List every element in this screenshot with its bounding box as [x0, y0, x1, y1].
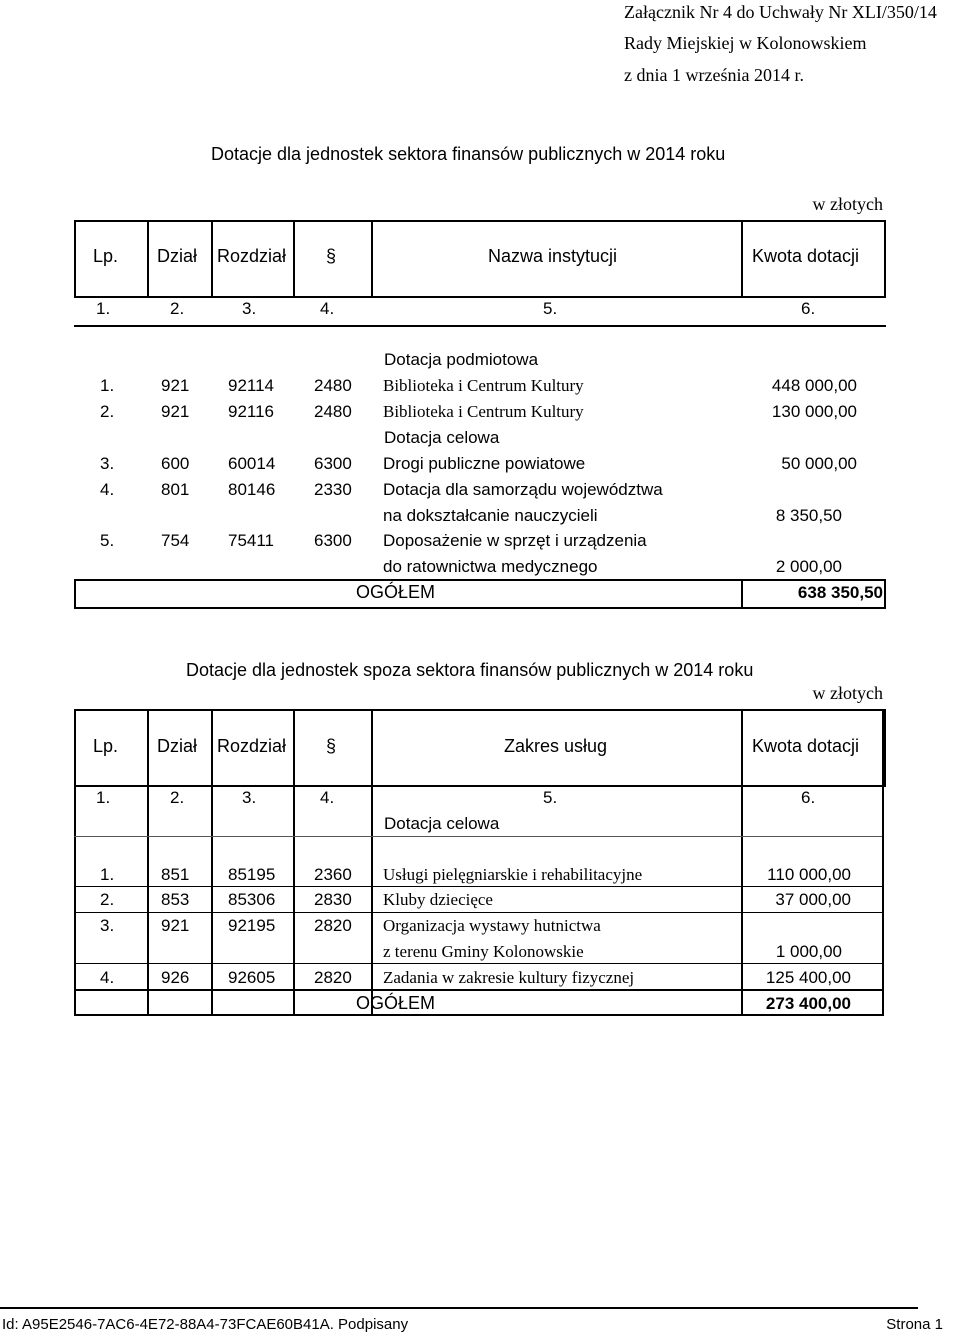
s2-col-zakres: Zakres usług [504, 736, 608, 756]
s2-row3-kwota: 1 000,00 [775, 942, 842, 961]
s1-row4-dzial: 801 [161, 480, 190, 499]
s1-row5-rozdzial: 75411 [228, 531, 275, 550]
s2-row4-name: Zadania w zakresie kultury fizycznej [383, 968, 635, 987]
s2-divider-3 [293, 709, 295, 1015]
s2-row1-lp: 1. [100, 865, 115, 884]
s1-row1-lp: 1. [100, 376, 115, 395]
s1-divider-4 [371, 220, 373, 296]
footer-rule [0, 1307, 918, 1309]
s1-row3-lp: 3. [100, 454, 115, 473]
s1-row3-par: 6300 [314, 454, 352, 473]
s2-row2-par: 2830 [314, 890, 352, 909]
s1-col-rozdzial: Rozdział [217, 246, 287, 266]
s2-row1-par: 2360 [314, 865, 352, 884]
s1-row1-kwota: 448 000,00 [771, 376, 857, 395]
s1-col-paragraph: § [326, 246, 337, 266]
s2-row3-dzial: 921 [161, 916, 190, 935]
s2-row3-rozdzial: 92195 [228, 916, 276, 935]
s2-border-left [74, 709, 76, 1015]
s2-num-2: 2. [170, 788, 185, 807]
s1-row3-rozdzial: 60014 [228, 454, 276, 473]
s1-num-6: 6. [801, 299, 816, 318]
s1-total-box [74, 579, 886, 609]
s1-row5-dzial: 754 [161, 531, 190, 550]
s2-row3-par: 2820 [314, 916, 352, 935]
header-line-2: Rady Miejskiej w Kolonowskiem [624, 33, 867, 53]
section2-unit: w złotych [812, 683, 883, 703]
s2-divider-4 [371, 709, 373, 1015]
s1-row1-par: 2480 [314, 376, 352, 395]
s1-row4-par: 2330 [314, 480, 352, 499]
s1-row2-rozdzial: 92116 [228, 402, 275, 421]
s1-row2-kwota: 130 000,00 [771, 402, 857, 421]
s2-row4-dzial: 926 [161, 968, 190, 987]
section2-title: Dotacje dla jednostek spoza sektora finansów publicznych w 2014 roku [186, 660, 754, 680]
s1-row1-rozdzial: 92114 [228, 376, 275, 395]
s1-row3-dzial: 600 [161, 454, 190, 473]
s1-row4-kwota: 8 350,50 [775, 506, 842, 525]
s2-row3-lp: 3. [100, 916, 115, 935]
s2-row4-lp: 4. [100, 968, 115, 987]
s2-row3-name: Organizacja wystawy hutnictwa [383, 916, 601, 935]
header-line-1: Załącznik Nr 4 do Uchwały Nr XLI/350/14 [624, 2, 937, 22]
s1-col-lp: Lp. [93, 246, 119, 266]
s2-sep-3 [74, 912, 882, 913]
s1-row5-name: Doposażenie w sprzęt i urządzenia [383, 531, 647, 550]
s2-col-paragraph: § [326, 736, 337, 756]
s2-num-3: 3. [242, 788, 257, 807]
footer-page-number: Strona 1 [886, 1316, 943, 1333]
s1-num-4: 4. [320, 299, 335, 318]
s2-row1-rozdzial: 85195 [228, 865, 276, 884]
s1-row3-kwota: 50 000,00 [781, 454, 857, 473]
s1-divider-1 [147, 220, 149, 296]
s2-total-label: OGÓŁEM [356, 993, 436, 1013]
s1-row2-par: 2480 [314, 402, 352, 421]
s1-row4-lp: 4. [100, 480, 115, 499]
s2-divider-2 [211, 709, 213, 1015]
s1-total-label: OGÓŁEM [356, 582, 436, 602]
s1-num-5: 5. [543, 299, 558, 318]
s1-row2-name: Biblioteka i Centrum Kultury [383, 402, 584, 421]
s1-group-podmiotowa: Dotacja podmiotowa [384, 350, 539, 369]
s2-num-6: 6. [801, 788, 816, 807]
s1-row4-name: Dotacja dla samorządu województwa [383, 480, 663, 499]
s1-row5-lp: 5. [100, 531, 115, 550]
s1-col-nazwa: Nazwa instytucji [488, 246, 618, 266]
s2-group-celowa: Dotacja celowa [384, 814, 500, 833]
s2-divider-5 [741, 709, 743, 1015]
s1-row2-dzial: 921 [161, 402, 190, 421]
section1-unit: w złotych [812, 194, 883, 214]
s2-sep-2 [74, 886, 882, 887]
s2-num-1: 1. [96, 788, 111, 807]
s2-num-4: 4. [320, 788, 335, 807]
s2-row2-lp: 2. [100, 890, 115, 909]
s2-sep-1 [74, 836, 882, 837]
s2-border-right [882, 709, 884, 1015]
s1-group-celowa: Dotacja celowa [384, 428, 500, 447]
s1-row4-rozdzial: 80146 [228, 480, 276, 499]
s2-row2-dzial: 853 [161, 890, 190, 909]
footer-id: Id: A95E2546-7AC6-4E72-88A4-73FCAE60B41A. Podpisany [2, 1316, 409, 1333]
s1-divider-2 [211, 220, 213, 296]
s2-row4-rozdzial: 92605 [228, 968, 276, 987]
s2-total-top-line [74, 989, 884, 991]
s2-row2-kwota: 37 000,00 [775, 890, 851, 909]
s2-col-kwota: Kwota dotacji [752, 736, 860, 756]
s2-row1-name: Usługi pielęgniarskie i rehabilitacyjne [383, 865, 643, 884]
s1-divider-3 [293, 220, 295, 296]
s1-row5-kwota: 2 000,00 [775, 557, 842, 576]
s1-row5-name-cont: do ratownictwa medycznego [383, 557, 598, 576]
s2-row2-name: Kluby dziecięce [383, 890, 493, 909]
s1-col-dzial: Dział [157, 246, 198, 266]
s1-num-1: 1. [96, 299, 111, 318]
s2-col-dzial: Dział [157, 736, 198, 756]
s2-row1-dzial: 851 [161, 865, 190, 884]
header-line-3: z dnia 1 września 2014 r. [624, 65, 804, 85]
s2-total-value: 273 400,00 [765, 994, 851, 1013]
s1-row1-name: Biblioteka i Centrum Kultury [383, 376, 584, 395]
s1-divider-5 [741, 220, 743, 296]
s2-divider-1 [147, 709, 149, 1015]
s1-total-value: 638 350,50 [797, 583, 883, 602]
s1-row5-par: 6300 [314, 531, 352, 550]
s1-row3-name: Drogi publiczne powiatowe [383, 454, 586, 473]
s2-row4-par: 2820 [314, 968, 352, 987]
s1-total-divider [741, 579, 743, 607]
s2-row3-name-cont: z terenu Gminy Kolonowskie [383, 942, 584, 961]
s2-row1-kwota: 110 000,00 [767, 865, 851, 884]
s2-col-lp: Lp. [93, 736, 119, 756]
s2-num-5: 5. [543, 788, 558, 807]
section1-title: Dotacje dla jednostek sektora finansów publicznych w 2014 roku [211, 144, 726, 164]
s1-body-top-line [74, 325, 886, 327]
s1-num-2: 2. [170, 299, 185, 318]
s1-row1-dzial: 921 [161, 376, 190, 395]
s1-col-kwota: Kwota dotacji [752, 246, 860, 266]
s2-border-bottom [74, 1014, 884, 1016]
s1-row4-name-cont: na dokształcanie nauczycieli [383, 506, 598, 525]
s2-row2-rozdzial: 85306 [228, 890, 276, 909]
s2-row4-kwota: 125 400,00 [765, 968, 851, 987]
s2-col-rozdzial: Rozdział [217, 736, 287, 756]
s1-row2-lp: 2. [100, 402, 115, 421]
s2-sep-4 [74, 963, 882, 964]
s1-num-3: 3. [242, 299, 257, 318]
